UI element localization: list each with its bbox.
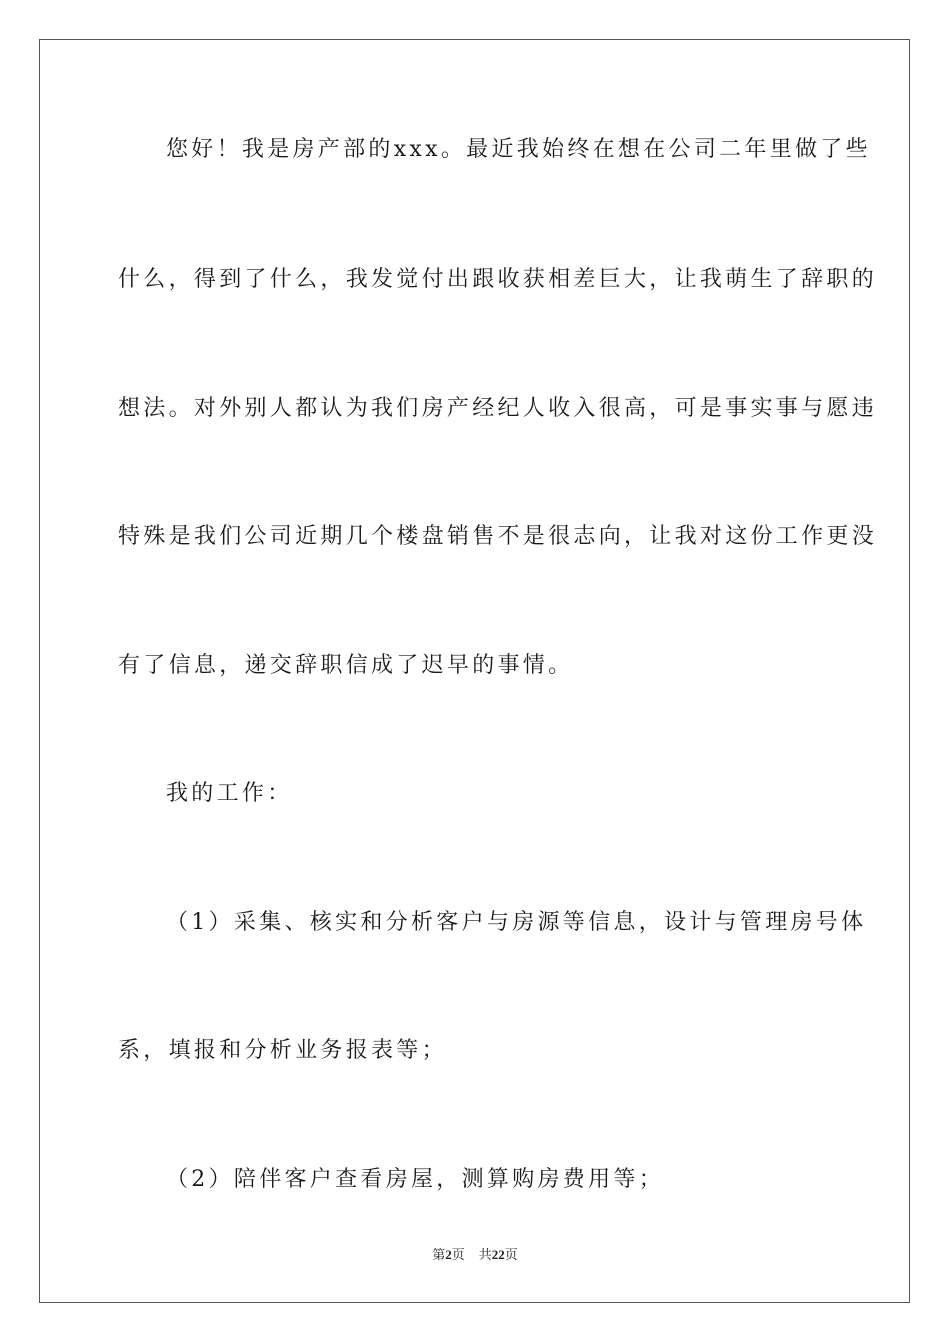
section-heading: 我的工作： — [166, 781, 293, 806]
list-item: （1）采集、核实和分析客户与房源等信息，设计与管理房号体 — [166, 910, 867, 935]
footer-total-prefix: 共 — [478, 1248, 492, 1263]
total-page-count: 22 — [491, 1247, 505, 1262]
current-page-number: 2 — [445, 1247, 452, 1262]
list-item: （2）陪伴客户查看房屋，测算购房费用等； — [166, 1167, 664, 1192]
page-footer — [0, 1245, 950, 1266]
footer-total-unit: 页 — [504, 1248, 518, 1263]
list-item-continuation: 系，填报和分析业务报表等； — [118, 1038, 447, 1063]
footer-page-unit: 页 — [451, 1248, 465, 1263]
paragraph-line: 想法。对外别人都认为我们房产经纪人收入很高，可是事实事与愿违 — [118, 396, 878, 421]
footer-prefix: 第 — [432, 1248, 446, 1263]
paragraph-line: 有了信息，递交辞职信成了迟早的事情。 — [118, 653, 574, 678]
paragraph-line: 什么，得到了什么，我发觉付出跟收获相差巨大，让我萌生了辞职的 — [118, 267, 878, 292]
paragraph-line: 特殊是我们公司近期几个楼盘销售不是很志向，让我对这份工作更没 — [118, 524, 878, 549]
paragraph-line: 您好！我是房产部的xxx。最近我始终在想在公司二年里做了些 — [166, 137, 871, 162]
